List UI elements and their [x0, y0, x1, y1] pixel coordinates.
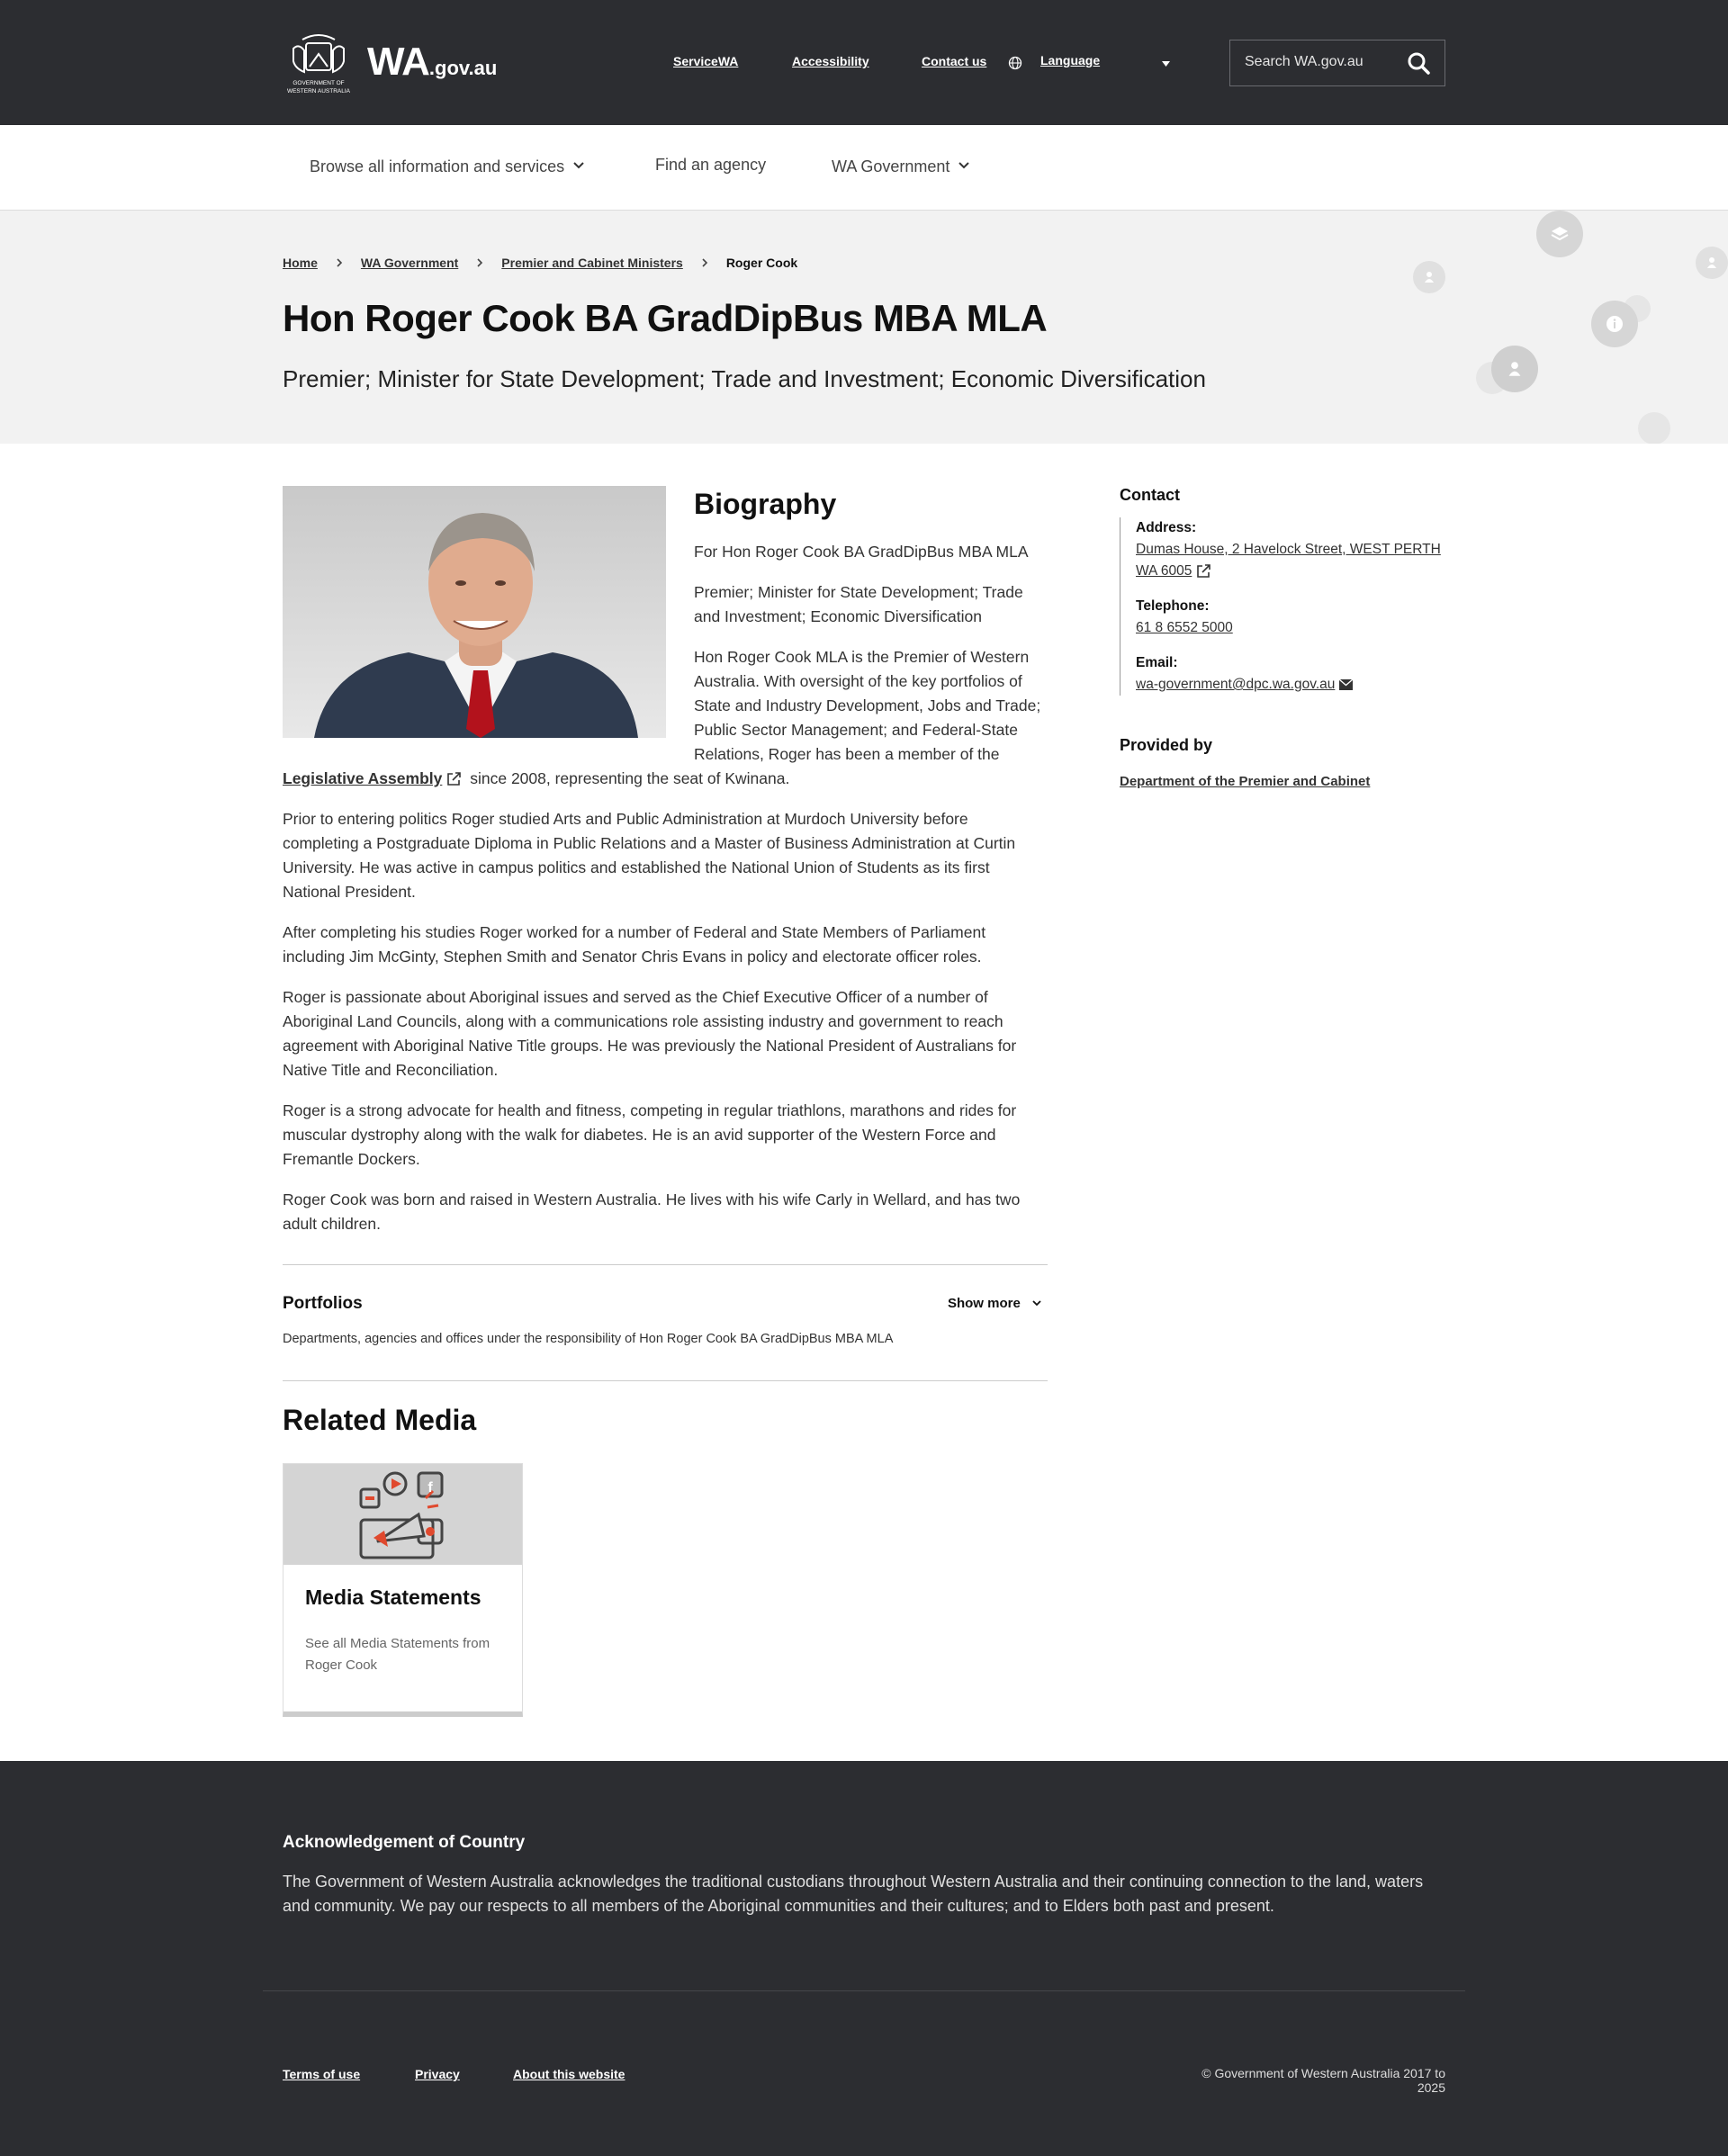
- photo-spacer: [283, 486, 694, 745]
- media-statements-card[interactable]: [283, 1463, 523, 1717]
- address-group: [1136, 517, 1445, 582]
- telephone-label: Telephone:: [1136, 598, 1210, 614]
- main-navigation: [0, 125, 1728, 211]
- provided-by-heading: Provided by: [1120, 736, 1213, 754]
- layers-icon: [1536, 211, 1583, 257]
- show-more-label: Show more: [947, 1296, 1021, 1311]
- nav-wa-government-label: WA Government: [832, 157, 950, 175]
- portfolios-accordion: [283, 1264, 1048, 1381]
- globe-icon: [1008, 56, 1022, 70]
- nav-browse-all[interactable]: [310, 157, 585, 176]
- bio-paragraph: Premier; Minister for State Development; Trade and Investment; Economic Diversification: [694, 583, 1023, 625]
- acknowledgement-heading: Acknowledgement of Country: [283, 1833, 526, 1852]
- address-link[interactable]: Dumas House, 2 Havelock Street, WEST PERTH WA 6005: [1136, 542, 1441, 579]
- nav-find-agency[interactable]: Find an agency: [655, 156, 767, 174]
- wa-crest-icon[interactable]: [283, 27, 355, 99]
- provided-by-link[interactable]: Department of the Premier and Cabinet: [1120, 774, 1371, 789]
- site-brand[interactable]: [367, 40, 497, 85]
- search-icon[interactable]: [1407, 51, 1430, 75]
- terms-of-use-link[interactable]: Terms of use: [283, 2067, 361, 2081]
- bio-paragraph: Roger is passionate about Aboriginal issues and served as the Chief Executive Officer of a number of Aboriginal Land Councils, along with a communications role assisting industry and government to reach agreement with Aboriginal Native Title groups. He was previously the National President of Australians for Native Title and Reconciliation.: [283, 988, 1017, 1079]
- language-select[interactable]: Language: [1040, 53, 1101, 67]
- biography-heading: Biography: [694, 488, 837, 520]
- telephone-group: [1136, 596, 1445, 639]
- external-link-icon[interactable]: [1195, 563, 1211, 579]
- chevron-right-icon: [476, 257, 483, 268]
- mail-icon[interactable]: [1338, 678, 1354, 691]
- breadcrumb: [283, 256, 797, 270]
- email-group: [1136, 652, 1445, 696]
- card-title: Media Statements: [305, 1586, 482, 1609]
- page-title: Hon Roger Cook BA GradDipBus MBA MLA: [283, 297, 1048, 339]
- bio-paragraph: After completing his studies Roger worked for a number of Federal and State Members of Parliament including Jim McGinty, Stephen Smith and Senator Chris Evans in policy and electorate officer roles.: [283, 923, 986, 966]
- bio-paragraph: Prior to entering politics Roger studied Arts and Public Administration at Murdoch University before completing a Postgraduate Diploma in Public Relations and a Master of Business Administration at Curtin University. He was active in campus politics and established the National Union of Students as its first National President.: [283, 810, 1016, 901]
- address-label: Address:: [1136, 520, 1197, 535]
- bio-paragraph: Roger is a strong advocate for health and fitness, competing in regular triathlons, marathons and rides for muscular dystrophy along with the walk for diabetes. He is an avid supporter of the Western Force and Fremantle Dockers.: [283, 1101, 1017, 1168]
- breadcrumb-premier[interactable]: Premier and Cabinet Ministers: [501, 256, 683, 270]
- contact-us-link[interactable]: Contact us: [922, 54, 987, 68]
- telephone-link[interactable]: 61 8 6552 5000: [1136, 620, 1233, 635]
- chevron-down-icon: [958, 161, 970, 170]
- servicewa-link[interactable]: ServiceWA: [673, 54, 739, 68]
- acknowledgement-text: The Government of Western Australia acknowledges the traditional custodians throughout Western Australia and their continuing connection to the land, waters and community. We pay our respects to all members of the Aboriginal communities and their cultures; and to Elders both past and present.: [283, 1873, 1424, 1915]
- decor-circle: [1638, 412, 1670, 444]
- legislative-assembly-link[interactable]: Legislative Assembly: [283, 769, 443, 787]
- breadcrumb-wa-government[interactable]: WA Government: [360, 256, 459, 270]
- footer-divider: [263, 1990, 1465, 1991]
- info-icon: [1591, 301, 1638, 347]
- svg-text:f: f: [428, 1480, 433, 1496]
- portfolios-heading: Portfolios: [283, 1294, 363, 1313]
- card-image: [284, 1464, 522, 1565]
- external-link-icon[interactable]: [446, 771, 462, 787]
- person-icon: [1696, 247, 1728, 279]
- contact-heading: Contact: [1120, 486, 1180, 504]
- related-media-heading: Related Media: [283, 1404, 477, 1436]
- chevron-right-icon: [701, 257, 708, 268]
- card-description: See all Media Statements from Roger Cook: [305, 1636, 490, 1673]
- brand-suffix: .gov.au: [428, 57, 498, 79]
- page-subtitle: Premier; Minister for State Development; Trade and Investment; Economic Diversification: [283, 365, 1206, 392]
- bio-text: Hon Roger Cook MLA is the Premier of Western Australia. With oversight of the key portfolios of State and Industry Development, Jobs and Trade; Public Sector Management; and Federal-State Relations, Roger has been a member of the: [694, 648, 1041, 763]
- page-hero: [0, 211, 1728, 444]
- show-more-button[interactable]: [948, 1296, 1042, 1311]
- biography-section: [283, 486, 1048, 1253]
- search-input[interactable]: [1229, 40, 1445, 86]
- nav-wa-government[interactable]: [832, 157, 970, 176]
- caret-down-icon[interactable]: [1162, 61, 1170, 67]
- nav-browse-label: Browse all information and services: [310, 157, 565, 175]
- email-link[interactable]: wa-government@dpc.wa.gov.au: [1136, 677, 1336, 692]
- bio-text: since 2008, representing the seat of Kwinana.: [470, 769, 790, 787]
- chevron-down-icon: [572, 161, 585, 170]
- person-icon: [1491, 346, 1538, 392]
- search-placeholder: Search WA.gov.au: [1245, 54, 1364, 69]
- site-footer: [0, 1761, 1728, 2156]
- chevron-down-icon: [1031, 1299, 1042, 1307]
- copyright-text: © Government of Western Australia 2017 to 2025: [1202, 2066, 1445, 2095]
- accessibility-link[interactable]: Accessibility: [792, 54, 869, 68]
- person-icon: [1413, 261, 1445, 293]
- megaphone-icon: [284, 1464, 522, 1565]
- email-label: Email:: [1136, 655, 1178, 670]
- bio-paragraph: Roger Cook was born and raised in Western Australia. He lives with his wife Carly in Wellard, and has two adult children.: [283, 1190, 1021, 1233]
- logo-text-1: GOVERNMENT OF: [292, 80, 345, 86]
- bio-paragraph: For Hon Roger Cook BA GradDipBus MBA MLA: [694, 543, 1029, 561]
- logo-text-2: WESTERN AUSTRALIA: [286, 88, 351, 94]
- brand-main: WA: [367, 40, 429, 84]
- contact-panel: [1120, 486, 1445, 709]
- contact-details: [1120, 517, 1445, 696]
- site-header: [0, 0, 1728, 125]
- portfolios-description: Departments, agencies and offices under the responsibility of Hon Roger Cook BA GradDipBus MBA MLA: [283, 1332, 894, 1346]
- about-website-link[interactable]: About this website: [513, 2067, 626, 2081]
- breadcrumb-current: Roger Cook: [725, 256, 798, 270]
- breadcrumb-home[interactable]: Home: [283, 256, 318, 270]
- chevron-right-icon: [336, 257, 343, 268]
- privacy-link[interactable]: Privacy: [415, 2067, 460, 2081]
